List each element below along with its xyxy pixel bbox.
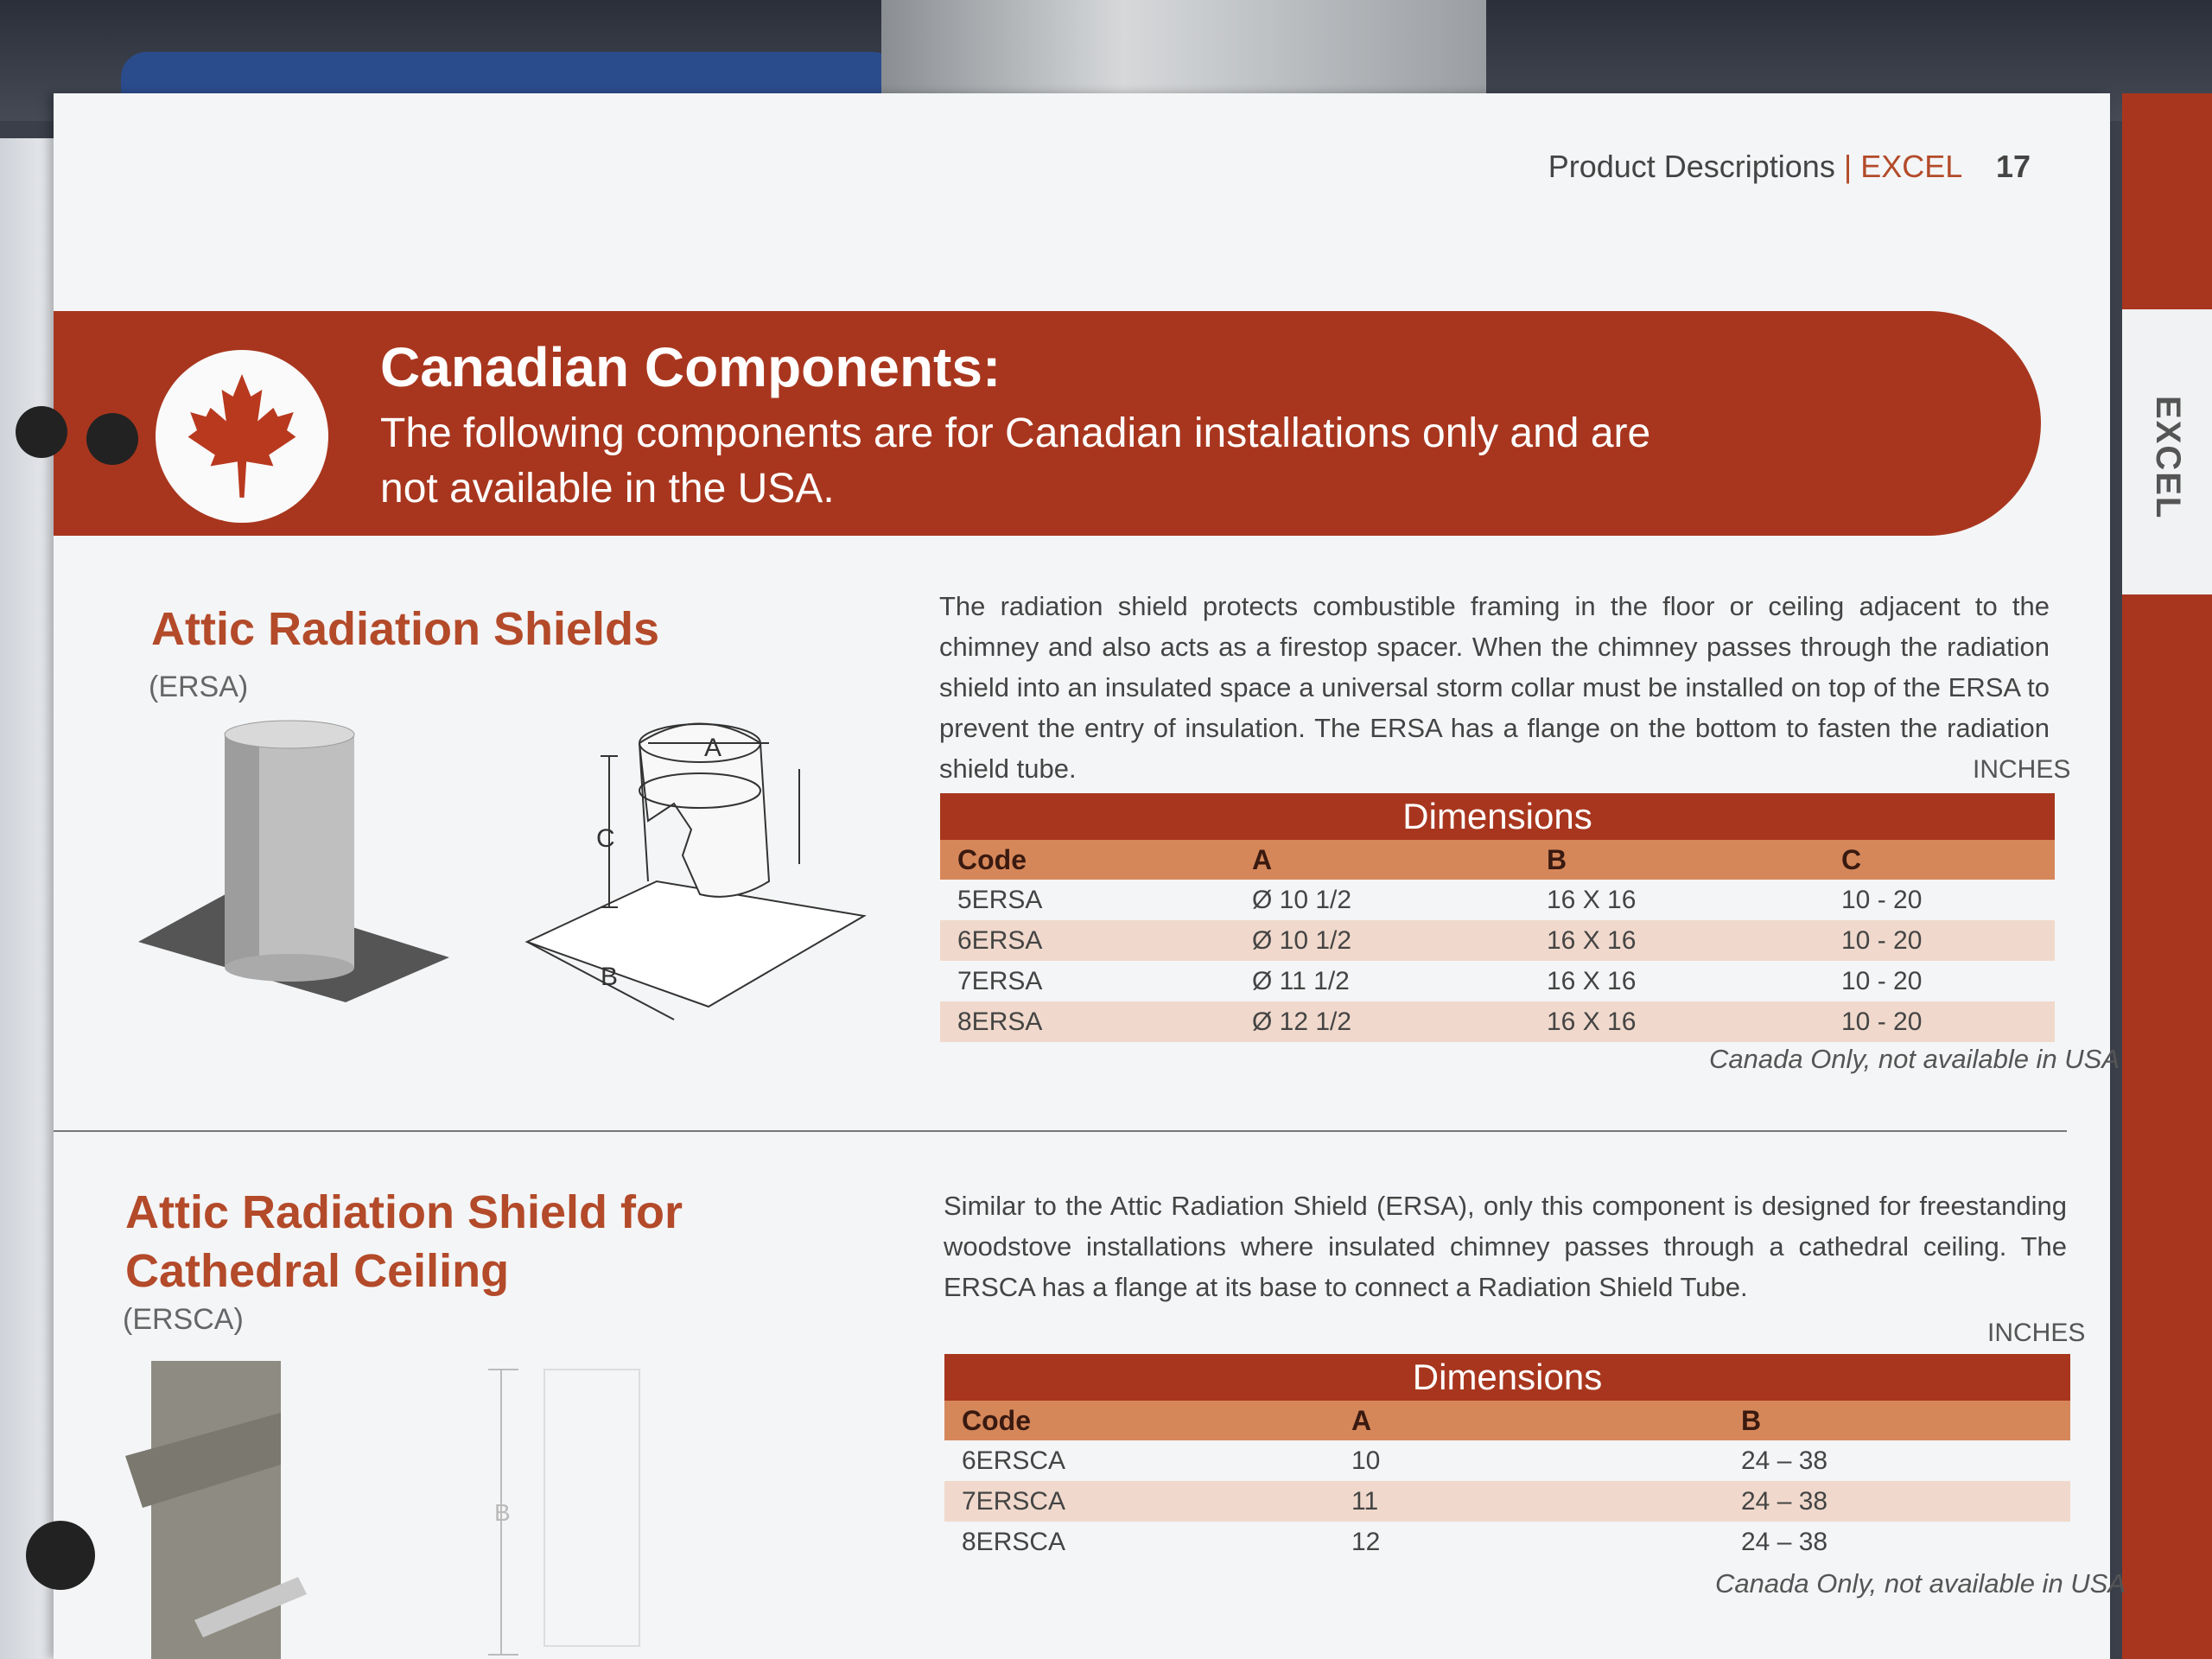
table-title: Dimensions (944, 1354, 2070, 1401)
side-tab-bottom-band (2122, 594, 2212, 1659)
table-cell: 24 – 38 (1724, 1481, 2070, 1522)
ersca-dimension-diagram (484, 1365, 657, 1659)
header-brand: EXCEL (1860, 149, 1961, 184)
table-cell: 8ERSCA (962, 1527, 1066, 1556)
banner-subtitle: The following components are for Canadian installations only and are not available in the USA. (380, 410, 1651, 512)
table-cell: 10 - 20 (1824, 920, 2055, 961)
side-tab-top-band (2122, 93, 2212, 309)
header-separator: | (1843, 149, 1853, 184)
table-cell: 7ERSCA (944, 1481, 1334, 1522)
table-row (944, 1440, 2070, 1481)
binder-hole (86, 413, 138, 465)
banner-title: Canadian Components: (380, 336, 1001, 398)
section1-note: Canada Only, not available in USA (1709, 1044, 2120, 1074)
section-divider (54, 1130, 2067, 1132)
maple-leaf-icon (186, 372, 298, 501)
table-cell: 7ERSA (957, 966, 1043, 995)
section2-description: Similar to the Attic Radiation Shield (ERSA), only this component is designed for freestanding woodstove installations where insulated chimney passes through a cathedral ceiling. The ERSCA has a flange at its base to connect a Radiation Shield Tube. (944, 1191, 2067, 1302)
section1-description: The radiation shield protects combustible framing in the floor or ceiling adjacent to the chimney and also acts as a firestop spacer. When the chimney passes through the radiation shield into an insulated space a universal storm collar must be installed on top of the ERSA to prevent the entry of insulation. The ERSA has a flange on the bottom to fasten the radiation shield tube. (939, 591, 2050, 784)
column-header: Code (944, 1401, 1334, 1440)
section2-code: (ERSCA) (123, 1303, 244, 1336)
table-cell: 24 – 38 (1741, 1446, 1828, 1475)
section1-title: Attic Radiation Shields (151, 603, 660, 655)
column-header: A (1334, 1401, 1724, 1440)
table-cell: 10 (1351, 1446, 1381, 1475)
table-cell: 10 - 20 (1824, 1001, 2055, 1042)
table-cell: 6ERSA (940, 920, 1235, 961)
table-cell: Ø 10 1/2 (1252, 885, 1352, 914)
page-number: 17 (1995, 149, 2031, 184)
table-title: Dimensions (940, 793, 2055, 840)
ersca-product-image (125, 1361, 333, 1659)
side-tab-label: EXCEL (2149, 396, 2187, 520)
table-cell: 16 X 16 (1547, 885, 1637, 914)
ersa-product-image (130, 717, 458, 1011)
diagram-label-b: B (601, 963, 619, 991)
diagram-label-a: A (704, 734, 722, 762)
section1-code: (ERSA) (149, 671, 249, 703)
metal-clip (881, 0, 1486, 95)
table-cell: Ø 11 1/2 (1252, 966, 1350, 995)
table-row (940, 961, 2055, 1001)
column-header: Code (940, 840, 1235, 880)
table-row (940, 1001, 2055, 1042)
table-cell: 10 - 20 (1841, 966, 1923, 995)
ersa-dimensions-table (940, 793, 2055, 1042)
table-row (944, 1481, 2070, 1522)
binder-ring (26, 1521, 95, 1590)
table-cell: 24 – 38 (1741, 1527, 1828, 1556)
table-cell: 12 (1351, 1527, 1381, 1556)
table-row (944, 1522, 2070, 1562)
table-cell: 16 X 16 (1529, 1001, 1824, 1042)
column-header: B (1529, 840, 1824, 880)
section1-units: INCHES (1973, 755, 2071, 784)
table-row (940, 920, 2055, 961)
table-cell: 6ERSCA (962, 1446, 1066, 1475)
side-tab (2122, 93, 2212, 1659)
table-cell: 16 X 16 (1529, 920, 1824, 961)
diagram-label-c: C (596, 824, 615, 853)
section2-note: Canada Only, not available in USA (1715, 1568, 2126, 1599)
ersa-dimension-diagram (510, 709, 881, 1046)
table-cell: 16 X 16 (1547, 966, 1637, 995)
ersca-dimensions-table (944, 1354, 2070, 1562)
column-header: C (1824, 840, 2055, 880)
table-cell: Ø 12 1/2 (1235, 1001, 1529, 1042)
table-row (940, 880, 2055, 920)
table-cell: 8ERSA (940, 1001, 1235, 1042)
diagram-label-b: B (494, 1499, 511, 1526)
column-header: A (1235, 840, 1529, 880)
section2-title-line2: Cathedral Ceiling (125, 1245, 510, 1297)
table-cell: Ø 10 1/2 (1235, 920, 1529, 961)
table-cell: 11 (1334, 1481, 1724, 1522)
table-cell: 5ERSA (957, 885, 1043, 914)
table-cell: 10 - 20 (1841, 885, 1923, 914)
page-header (1548, 149, 2031, 185)
maple-leaf-badge (156, 350, 328, 523)
section2-title-line1: Attic Radiation Shield for (125, 1186, 683, 1238)
column-header: B (1724, 1401, 2070, 1440)
section2-units: INCHES (1987, 1319, 2086, 1347)
header-section: Product Descriptions (1548, 149, 1835, 184)
binder-ring (16, 406, 67, 458)
